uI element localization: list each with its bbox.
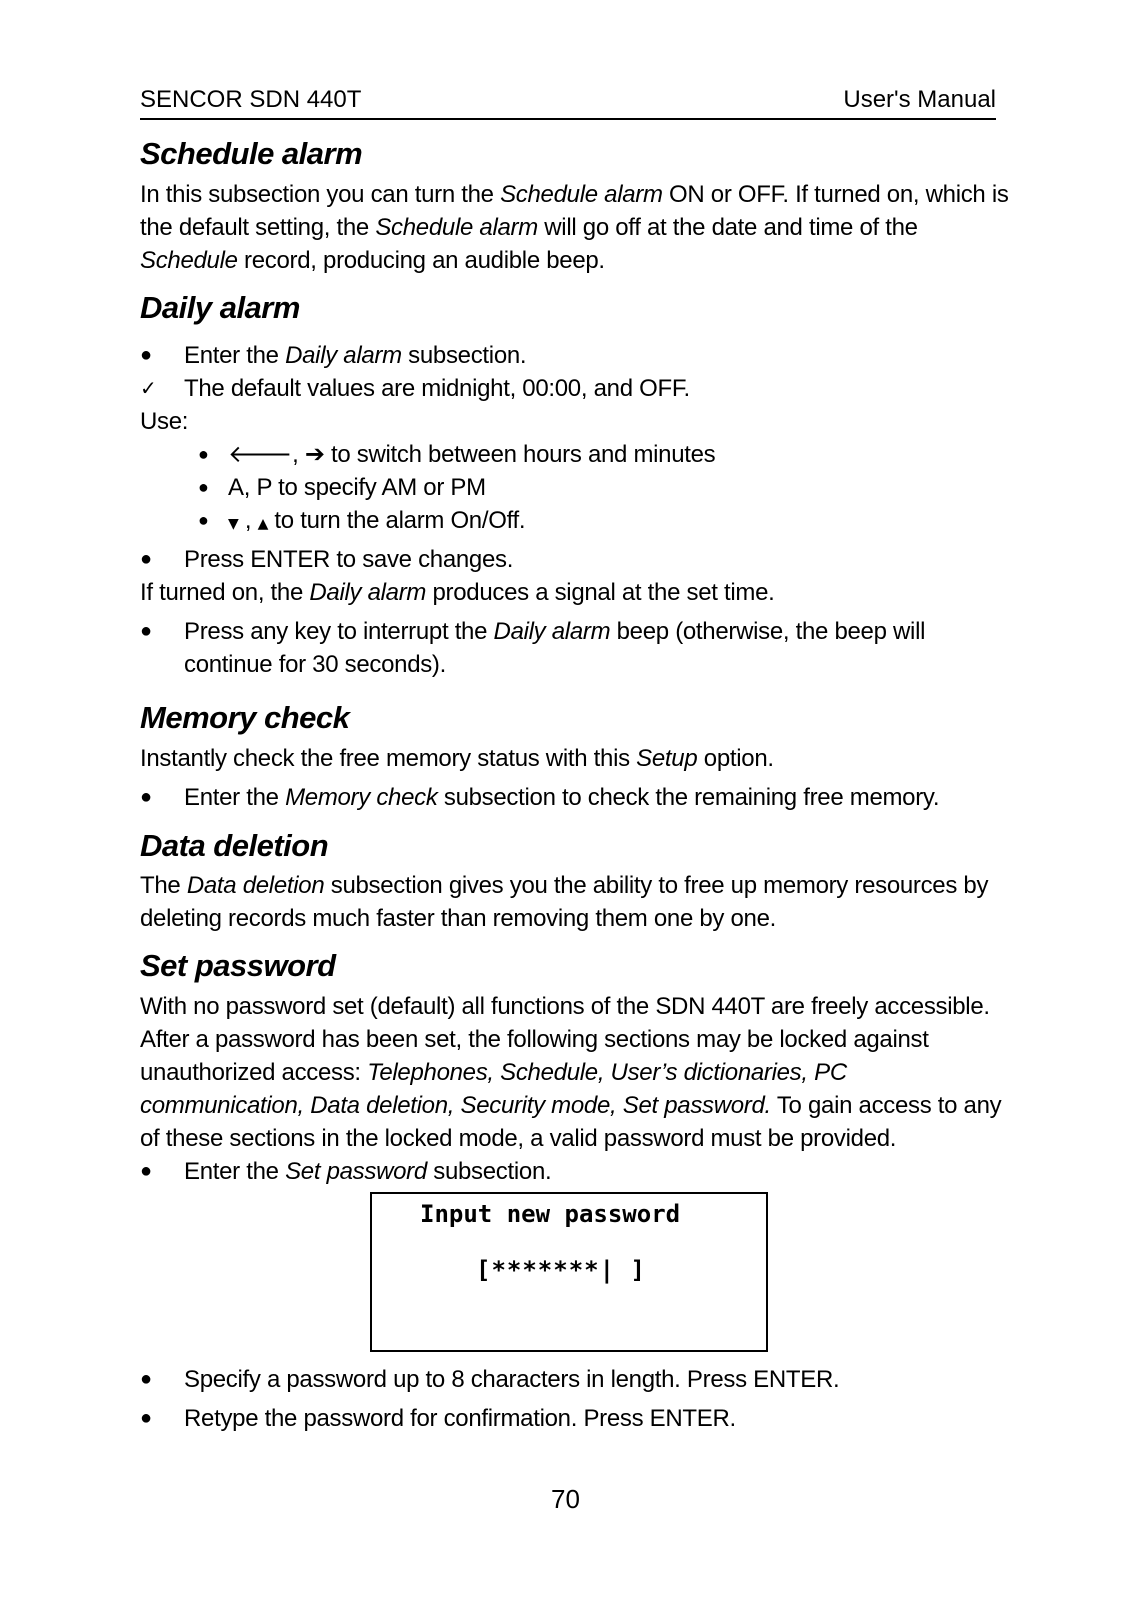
heading-set-password: Set password (140, 948, 336, 983)
bullet-icon: ● (140, 1368, 152, 1390)
bullet-icon: ● (140, 786, 152, 808)
page-number: 70 (551, 1484, 580, 1514)
bullet-icon: ● (140, 344, 152, 366)
bullet-icon: ● (198, 477, 209, 497)
heading-daily-alarm: Daily alarm (140, 290, 300, 325)
arrow-right-icon: ➔ (304, 440, 325, 468)
lcd-screen (370, 1192, 768, 1352)
checkmark-icon: ✓ (140, 376, 157, 400)
bullet-icon: ● (140, 1160, 152, 1182)
lcd-prompt: Input new password (420, 1200, 681, 1228)
lcd-password-field: [*******| ] (476, 1256, 646, 1284)
arrow-left-icon: 🡐 (228, 440, 293, 468)
bullet-icon: ● (198, 444, 209, 464)
daily-alarm-text: If turned on, the Daily alarm produces a signal at the set time. (140, 579, 775, 606)
bullet-icon: ● (140, 548, 152, 570)
page-header (140, 88, 996, 120)
header-manual: User's Manual (843, 86, 996, 113)
use-label: Use: (140, 408, 189, 435)
memory-check-text: Instantly check the free memory status with this Setup option. (140, 745, 774, 772)
schedule-alarm-text: In this subsection you can turn the Schedule alarm ON or OFF. If turned on, which is the default setting, the Schedule alarm will go off at the date and time of the Schedule record, producing an audible beep. (140, 181, 1009, 274)
set-password-text: With no password set (default) all functions of the SDN 440T are freely accessible. After a password has been set, the following sections may be locked against unauthorized access: Telephones, Schedule, User’s dictionaries, PC communication, Data deletion, Security mode, Set password. To gain access to any of these sections in the locked mode, a valid password must be provided. (140, 993, 1002, 1152)
heading-memory-check: Memory check (140, 700, 350, 735)
arrow-down-icon: ▼ (228, 516, 239, 532)
bullet-icon: ● (198, 510, 209, 530)
header-product: SENCOR SDN 440T (140, 86, 362, 113)
bullet-icon: ● (140, 620, 152, 642)
heading-data-deletion: Data deletion (140, 828, 329, 863)
bullet-icon: ● (140, 1407, 152, 1429)
heading-schedule-alarm: Schedule alarm (140, 136, 363, 171)
data-deletion-text: The Data deletion subsection gives you the ability to free up memory resources by deleting records much faster than removing them one by one. (140, 872, 989, 932)
arrow-up-icon: ▲ (257, 516, 269, 532)
